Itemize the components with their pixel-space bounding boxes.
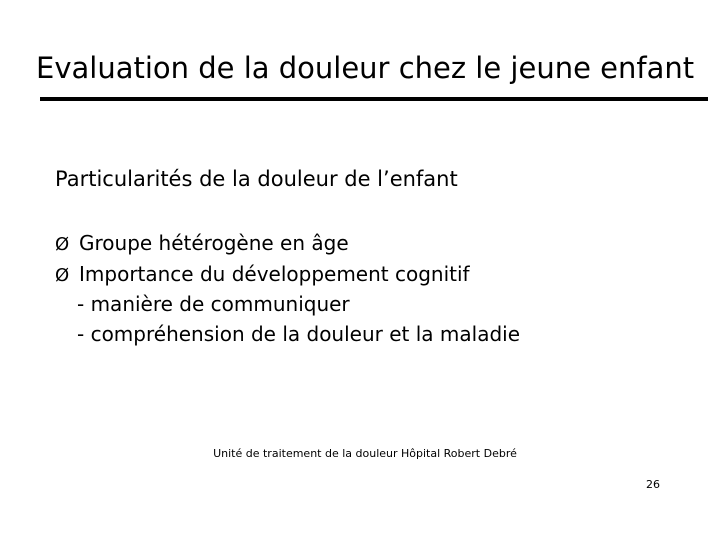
slide-title: Evaluation de la douleur chez le jeune enfant: [36, 51, 695, 85]
arrow-bullet-icon: Ø: [55, 264, 70, 286]
page-number: 26: [646, 478, 660, 491]
sub-list-item: [55, 290, 520, 320]
list-item: [55, 229, 520, 260]
sub-list-item-text: - compréhension de la douleur et la maladie: [77, 321, 521, 346]
title-underline: [40, 97, 708, 101]
arrow-bullet-icon: Ø: [55, 234, 70, 255]
sub-list-item-text: - manière de communiquer: [77, 292, 350, 316]
sub-list-item: [55, 320, 520, 350]
list-item: [55, 260, 520, 291]
list-item-text: Groupe hétérogène en âge: [79, 231, 349, 255]
section-subtitle: Particularités de la douleur de l’enfant: [55, 167, 458, 191]
list-item-text: Importance du développement cognitif: [79, 261, 470, 286]
bullet-list: [55, 229, 520, 349]
slide-footer: Unité de traitement de la douleur Hôpital Robert Debré: [213, 447, 517, 460]
